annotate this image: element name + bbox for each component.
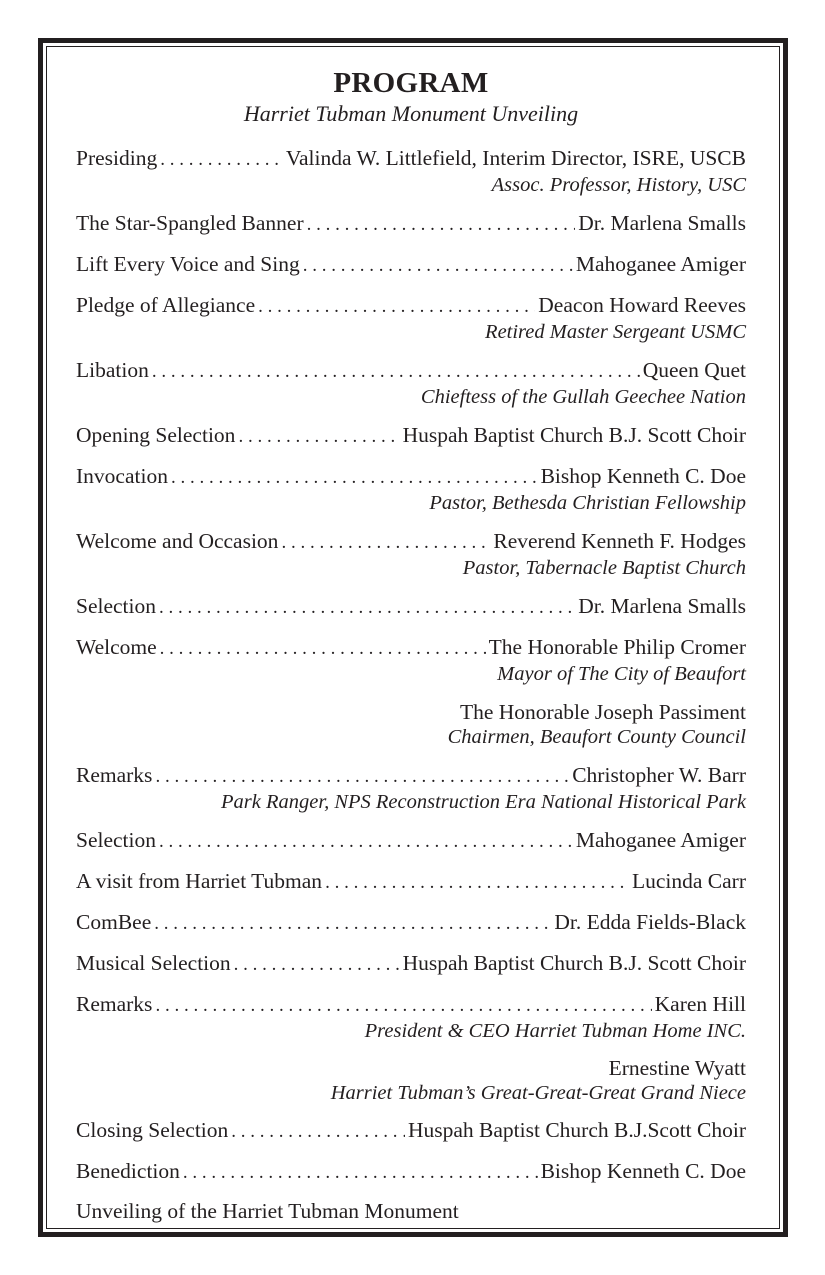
program-entry-invocation (76, 463, 746, 515)
entry-value: The Honorable Philip Cromer (488, 635, 746, 659)
dot-leader (155, 764, 569, 790)
dot-leader (183, 1160, 538, 1186)
entry-value: Deacon Howard Reeves (538, 293, 746, 317)
entry-value: Huspah Baptist Church B.J. Scott Choir (402, 423, 746, 447)
dot-leader (238, 424, 399, 450)
dot-leader (152, 359, 640, 385)
page-subtitle: Harriet Tubman Monument Unveiling (243, 101, 579, 126)
program-entry-benediction (76, 1158, 746, 1186)
entry-detail: Mayor of The City of Beaufort (497, 663, 746, 685)
page-title: PROGRAM (333, 67, 489, 99)
program-entry-welcome-occasion (76, 528, 746, 580)
program-sheet (76, 66, 746, 1224)
program-entry-combee (76, 909, 746, 937)
dot-leader (154, 911, 551, 937)
entry-label: Selection (76, 828, 157, 852)
dot-leader (171, 465, 538, 491)
dot-leader (307, 212, 576, 238)
entry-label: Presiding (76, 146, 158, 170)
entry-label: Unveiling of the Harriet Tubman Monument (76, 1199, 459, 1223)
entry-detail: Pastor, Bethesda Christian Fellowship (429, 492, 746, 514)
entry-label: Welcome (76, 635, 157, 659)
program-entry-anthem (76, 210, 746, 238)
entry-value: Valinda W. Littlefield, Interim Director, ISRE, USCB (285, 146, 746, 170)
entry-value: The Honorable Joseph Passiment (459, 700, 746, 724)
program-entry-lift-every-voice (76, 251, 746, 279)
program-entry-selection-second (76, 827, 746, 855)
entry-value: Huspah Baptist Church B.J.Scott Choir (407, 1118, 746, 1142)
entry-detail: Harriet Tubman’s Great-Great-Great Grand Niece (330, 1082, 746, 1104)
entry-label: Lift Every Voice and Sing (76, 252, 300, 276)
entry-detail: Assoc. Professor, History, USC (491, 174, 746, 196)
entry-label: The Star-Spangled Banner (76, 211, 304, 235)
entry-value: Christopher W. Barr (572, 763, 746, 787)
entry-label: Musical Selection (76, 951, 231, 975)
dot-leader (281, 530, 490, 556)
entry-value: Dr. Marlena Smalls (578, 594, 746, 618)
program-entry-selection (76, 593, 746, 621)
entry-detail: Park Ranger, NPS Reconstruction Era National Historical Park (221, 791, 746, 813)
entry-value: Queen Quet (642, 358, 746, 382)
program-entry-pledge (76, 292, 746, 344)
entry-value: Ernestine Wyatt (608, 1056, 746, 1080)
dot-leader (303, 253, 573, 279)
program-entry-remarks-second (76, 991, 746, 1043)
entry-value: Huspah Baptist Church B.J. Scott Choir (402, 951, 746, 975)
program-entry-musical-selection (76, 950, 746, 978)
dot-leader (325, 870, 629, 896)
entry-value: Lucinda Carr (631, 869, 746, 893)
program-entry-remarks-third (76, 1055, 746, 1105)
entry-label: Closing Selection (76, 1118, 229, 1142)
entry-detail: Pastor, Tabernacle Baptist Church (462, 557, 746, 579)
entry-value: Dr. Marlena Smalls (578, 211, 746, 235)
entry-value: Bishop Kenneth C. Doe (540, 464, 746, 488)
program-entry-unveiling (76, 1198, 746, 1224)
entry-value: Bishop Kenneth C. Doe (540, 1159, 746, 1183)
entry-label: Remarks (76, 763, 153, 787)
entry-detail: Chairmen, Beaufort County Council (447, 726, 746, 748)
entry-label: Welcome and Occasion (76, 529, 279, 553)
entry-value: Mahoganee Amiger (575, 252, 746, 276)
entry-label: Benediction (76, 1159, 180, 1183)
entry-label: Libation (76, 358, 149, 382)
program-entry-visit (76, 868, 746, 896)
dot-leader (258, 294, 535, 320)
entry-label: Pledge of Allegiance (76, 293, 256, 317)
program-entry-closing-selection (76, 1117, 746, 1145)
entry-label: Invocation (76, 464, 168, 488)
dot-leader (155, 993, 651, 1019)
entry-label: Opening Selection (76, 423, 236, 447)
entry-value: Mahoganee Amiger (575, 828, 746, 852)
entry-label: A visit from Harriet Tubman (76, 869, 323, 893)
dot-leader (160, 636, 486, 662)
program-entry-remarks (76, 762, 746, 814)
program-entry-libation (76, 357, 746, 409)
entry-detail: President & CEO Harriet Tubman Home INC. (364, 1020, 746, 1042)
dot-leader (159, 829, 573, 855)
entry-label: ComBee (76, 910, 152, 934)
entry-detail: Retired Master Sergeant USMC (485, 321, 746, 343)
program-entry-presiding (76, 145, 746, 197)
dot-leader (231, 1119, 405, 1145)
entry-value: Reverend Kenneth F. Hodges (493, 529, 746, 553)
entry-detail: Chieftess of the Gullah Geechee Nation (420, 386, 746, 408)
program-entry-welcome (76, 634, 746, 686)
dot-leader (160, 147, 283, 173)
program-entry-opening-selection (76, 422, 746, 450)
dot-leader (159, 595, 575, 621)
program-entry-welcome-second (76, 699, 746, 749)
entry-value: Dr. Edda Fields-Black (554, 910, 746, 934)
entry-value: Karen Hill (654, 992, 746, 1016)
entry-label: Remarks (76, 992, 153, 1016)
entry-label: Selection (76, 594, 157, 618)
dot-leader (234, 952, 400, 978)
